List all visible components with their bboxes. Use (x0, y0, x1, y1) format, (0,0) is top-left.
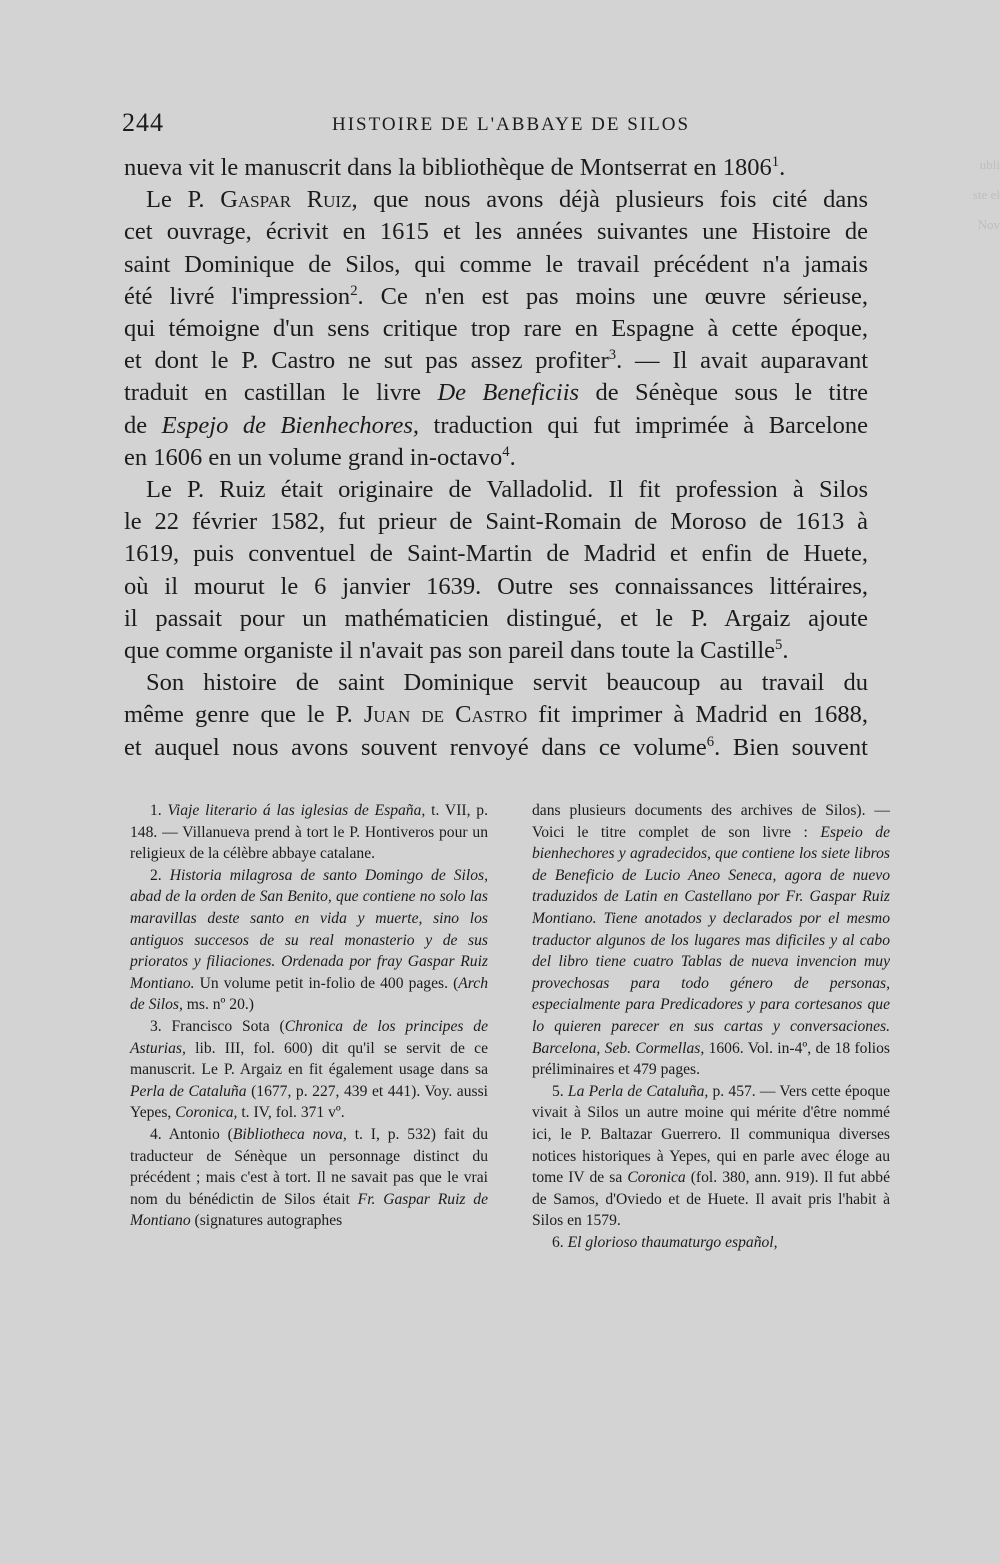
footnote-column-right (532, 800, 890, 1253)
book-title: De Beneficiis (437, 379, 580, 407)
footnote: 4. Antonio (Bibliotheca nova, t. I, p. 532) fait du traducteur de Sénèque un personnage distinct du précédent ; mais c'est à tort. Il ne savait pas que le vrai nom du bénédictin de Silos était Fr. Gaspar Ruiz de Montiano (signatures autographes (130, 1125, 488, 1230)
text-line: Le P. Ruiz était originaire de Valladolid. Il fit profession à Silos (146, 476, 868, 504)
footnote: 1. Viaje literario á las iglesias de España, t. VII, p. 148. — Villanueva prend à tort le P. Hontiveros pour un religieux de la célèbre abbaye catalane. (130, 802, 489, 863)
footnote-continued: dans plusieurs documents des archives de Silos). — Voici le titre complet de son livre : Espeio de bienhechores y agradecidos, que contiene los siete libros de Beneficio de Lucio Aneo Seneca, agora de nuevo traduzidos de Latin en Castellano por Fr. Gaspar Ruiz Montiano. Tiene anotados y declarados por el mesmo traductor algunos de los lugares mas dificiles y al cabo del libro tiene cuatro Tablas de nueva invencion muy provechosas para todo género de personas, especialmente para Predicadores y para cortesanos que lo quieren parecer en sus cartas y conversaciones. Barcelona, Seb. Cormellas, 1606. Vol. in-4º, de 18 folios préliminaires et 479 pages. (532, 802, 890, 1079)
footnote-column-left (130, 800, 488, 1253)
bleed-through-text (930, 150, 1000, 290)
bleed-line: ste el (972, 187, 1000, 202)
text-line: cet ouvrage, écrivit en 1615 et les années suivantes une Histoire de (124, 218, 868, 246)
person-name: Gaspar Ruiz (220, 186, 352, 214)
footnote-ref[interactable]: 2 (350, 282, 358, 299)
paragraph (124, 184, 868, 474)
footnote: 3. Francisco Sota (Chronica de los principes de Asturias, lib. III, fol. 600) dit qu'il se servit de ce manuscrit. Le P. Argaiz en fit également usage dans sa Perla de Cataluña (1677, p. 227, 439 et 441). Voy. aussi Yepes, Coronica, t. IV, fol. 371 vº. (130, 1017, 488, 1122)
bleed-line: Nov (977, 217, 1000, 232)
person-name: Juan de Castro (363, 701, 528, 729)
main-text (124, 152, 868, 764)
text-line: saint Dominique de Silos, qui comme le travail précédent n'a jamais (124, 250, 868, 278)
text-line: le 22 février 1582, fut prieur de Saint-Romain de Moroso de 1613 à (124, 508, 868, 536)
text-line: Son histoire de saint Dominique servit beaucoup au travail du (146, 669, 868, 697)
page-number: 244 (122, 108, 164, 137)
running-title: HISTOIRE DE L'ABBAYE DE SILOS (332, 114, 691, 135)
text-line: et dont le P. Castro ne sut pas assez profiter$^3$. — Il avait auparavant (124, 347, 868, 375)
text-line: où il mourut le 6 janvier 1639. Outre ses connaissances littéraires, (124, 572, 868, 600)
footnote-ref[interactable]: 3 (608, 347, 617, 364)
footnotes (130, 800, 890, 1253)
footnote-ref[interactable]: 1 (771, 153, 780, 170)
footnote-ref[interactable]: 5 (775, 636, 783, 653)
footnote: 5. La Perla de Cataluña, p. 457. — Vers cette époque vivait à Silos un autre moine qui mérite d'être nommé ici, le P. Baltazar Guerrero. Il communiqua diverses notices historiques à Yepes, qui en parle avec éloge au tome IV de sa Coronica (fol. 380, ann. 919). Il fut abbé de Samos, d'Oviedo et de Huete. Il avait pris l'habit à Silos en 1579. (532, 1082, 891, 1230)
footnote-ref[interactable]: 6 (706, 733, 715, 750)
text-line: que comme organiste il n'avait pas son pareil dans toute la Castille$^5$. (124, 636, 789, 665)
footnote: 6. El glorioso thaumaturgo español, (552, 1233, 778, 1251)
text-line: de Espejo de Bienhechores, traduction qui fut imprimée à Barcelone (124, 411, 868, 439)
text-line: qui témoigne d'un sens critique trop rare en Espagne à cette époque, (124, 315, 868, 343)
paragraph (124, 152, 868, 184)
text-line: nueva vit le manuscrit dans la bibliothèque de Montserrat en 1806$^1$. (124, 153, 786, 181)
text-line: même genre que le P. Juan de Castro fit imprimer à Madrid en 1688, (124, 701, 868, 729)
paragraph (124, 667, 868, 764)
text-line: Le P. Gaspar Ruiz, que nous avons déjà plusieurs fois cité dans (146, 186, 868, 214)
text-line: 1619, puis conventuel de Saint-Martin de Madrid et enfin de Huete, (124, 540, 868, 568)
paragraph (124, 474, 868, 667)
text-line: traduit en castillan le livre De Beneficiis de Sénèque sous le titre (124, 379, 869, 407)
text-line: été livré l'impression$^2$. Ce n'en est pas moins une œuvre sérieuse, (124, 282, 868, 310)
book-title: Espejo de Bienhechores, (161, 411, 420, 439)
text-line: et auquel nous avons souvent renvoyé dans ce volume$^6$. Bien souvent (124, 733, 868, 761)
footnote-ref[interactable]: 4 (502, 443, 510, 460)
footnote: 2. Historia milagrosa de santo Domingo de Silos, abad de la orden de San Benito, que contiene no solo las maravillas deste santo en vida y muerte, sino los antiguos succesos de su real monasterio y de sus prioratos y filiaciones. Ordenada por fray Gaspar Ruiz Montiano. Un volume petit in-folio de 400 pages. (Arch de Silos, ms. nº 20.) (130, 866, 488, 1014)
bleed-line: ubli (979, 157, 1000, 172)
page-header (122, 108, 882, 142)
text-line: en 1606 en un volume grand in-octavo$^4$. (124, 443, 516, 471)
text-line: il passait pour un mathématicien distingué, et le P. Argaiz ajoute (124, 604, 868, 632)
